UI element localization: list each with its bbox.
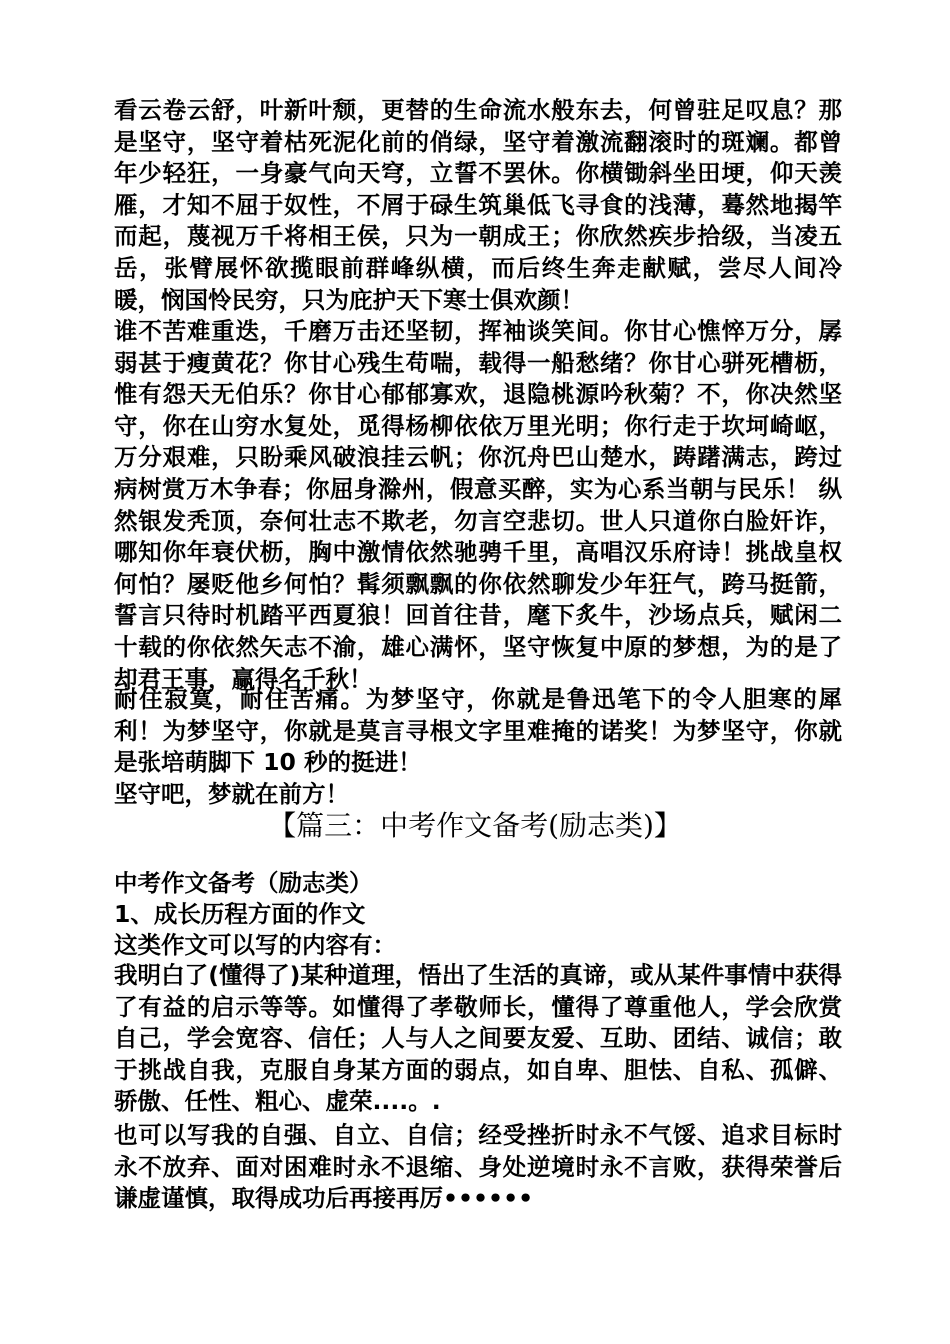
section-intro: 这类作文可以写的内容有： (114, 931, 396, 959)
section-subheading: 1、成长历程方面的作文 (114, 900, 366, 928)
section-body-understanding: 我明白了(懂得了)某种道理，悟出了生活的真谛，或从某件事情中获得了有益的启示等等。如懂得了孝敬师长，懂得了尊重他人，学会欣赏自己，学会宽容、信任；人与人之间要友爱、互助、团结、诚信；敢于挑战自我，克服自身某方面的弱点，如自卑、胆怯、自私、孤僻、骄傲、任性、粗心、虚荣....。. (114, 961, 842, 1116)
section-title: 中考作文备考（励志类） (114, 869, 373, 897)
paragraph-hardship: 谁不苦难重迭，千磨万击还坚韧，挥袖谈笑间。你甘心憔悴万分，孱弱甚于瘦黄花？你甘心残生苟喘，载得一船愁绪？你甘心骈死槽枥，惟有怨天无伯乐？你甘心郁郁寡欢，退隐桃源吟秋菊？不，你决然坚守，你在山穷水复处，觅得杨柳依依万里光明；你行走于坎坷崎岖，万分艰难，只盼乘风破浪挂云帆；你沉舟巴山楚水，踌躇满志，跨过病树赏万木争春；你屈身滁州，假意买醉，实为心系当朝与民乐！ 纵然银发秃顶，奈何壮志不欺老，勿言空悲切。世人只道你白脸奸诈，哪知你年衰伏枥，胸中激情依然驰骋千里，高唱汉乐府诗！挑战皇权何怕？屡贬他乡何怕？髯须飘飘的你依然聊发少年狂气，跨马挺箭，誓言只待时机踏平西夏狼！回首往昔，麾下炙牛，沙场点兵，赋闲二十载的你依然矢志不渝，雄心满怀，坚守恢复中原的梦想，为的是了却君王事，赢得名千秋！ (114, 317, 842, 693)
paragraph-clouds: 看云卷云舒，叶新叶颓，更替的生命流水般东去，何曾驻足叹息？那是坚守，坚守着枯死泥化前的俏绿，坚守着激流翻滚时的斑斓。都曾年少轻狂，一身豪气向天穹，立誓不罢休。你横锄斜坐田埂，仰天羡雁，才知不屈于奴性，不屑于碌生筑巢低飞寻食的浅薄，蓦然地揭竿而起，蔑视万千将相王侯，只为一朝成王；你欣然疾步拾级，当凌五岳，张臂展怀欲揽眼前群峰纵横，而后终生奔走献赋，尝尽人间冷暖，悯国怜民穷，只为庇护天下寒士俱欢颜！ (114, 96, 842, 314)
paragraph-persist: 坚守吧，梦就在前方！ (114, 780, 349, 808)
paragraph-endure: 耐住寂寞，耐住苦痛。为梦坚守，你就是鲁迅笔下的令人胆寒的犀利！为梦坚守，你就是莫言寻根文字里难掩的诺奖！为梦坚守，你就是张培萌脚下 10 秒的挺进！ (114, 685, 842, 777)
section-body-self-reliance: 也可以写我的自强、自立、自信；经受挫折时永不气馁、追求目标时永不放弃、面对困难时永不退缩、身处逆境时永不言败，获得荣誉后谦虚谨慎，取得成功后再接再厉•••••• (114, 1121, 842, 1213)
section-heading: 【篇三：中考作文备考(励志类)】 (268, 809, 682, 842)
